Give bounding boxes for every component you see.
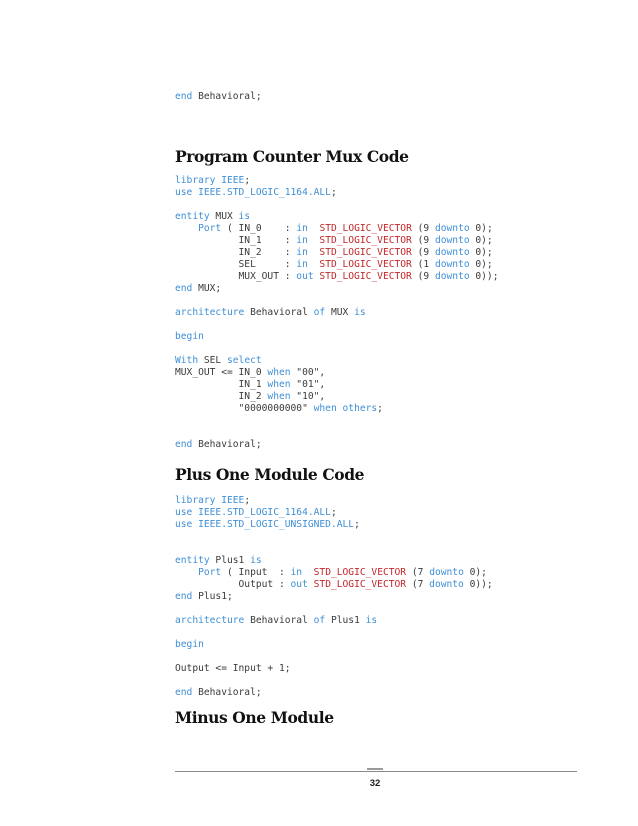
code-keyword: downto xyxy=(434,235,470,246)
code-text: ; xyxy=(330,187,337,198)
code-keyword: IEEE.STD_LOGIC_1164.ALL xyxy=(198,187,331,198)
code-text: SEL : xyxy=(175,259,297,270)
section-heading-program-counter-mux: Program Counter Mux Code xyxy=(175,147,409,166)
code-text: Behavioral; xyxy=(192,687,262,698)
code-keyword: downto xyxy=(434,271,470,282)
code-type: STD_LOGIC_VECTOR xyxy=(313,567,407,578)
code-keyword: end xyxy=(175,591,193,602)
code-text: (1 xyxy=(411,259,435,270)
code-line xyxy=(175,175,498,187)
code-keyword: is xyxy=(250,555,262,566)
code-type: STD_LOGIC_VECTOR xyxy=(319,235,412,246)
code-text: SEL xyxy=(198,355,227,366)
code-keyword: IEEE xyxy=(221,175,245,186)
code-line xyxy=(175,295,498,307)
code-text xyxy=(308,247,320,258)
code-line xyxy=(175,235,498,247)
code-line xyxy=(175,543,493,555)
code-line xyxy=(175,555,493,567)
code-keyword: in xyxy=(290,567,303,578)
code-text: ( IN_0 : xyxy=(221,223,297,234)
code-line xyxy=(175,687,493,699)
code-text: IN_2 : xyxy=(175,247,297,258)
code-keyword: IEEE xyxy=(221,495,245,506)
code-keyword: when xyxy=(313,403,337,414)
code-keyword: IEEE.STD_LOGIC_1164.ALL xyxy=(198,507,331,518)
code-keyword: end xyxy=(175,283,193,294)
code-line xyxy=(175,651,493,663)
code-line xyxy=(175,307,498,319)
code-line xyxy=(175,519,493,531)
page-number: 32 xyxy=(369,778,381,789)
code-keyword: use xyxy=(175,519,193,530)
code-line xyxy=(175,259,498,271)
code-keyword: begin xyxy=(175,639,204,650)
code-keyword: entity xyxy=(175,211,210,222)
code-keyword: in xyxy=(296,259,308,270)
code-keyword: is xyxy=(365,615,378,626)
code-text xyxy=(308,235,320,246)
code-line xyxy=(175,531,493,543)
code-text: "10", xyxy=(290,391,326,402)
code-line xyxy=(175,283,498,295)
code-text: ; xyxy=(244,175,251,186)
code-line xyxy=(175,415,498,427)
code-keyword: Port xyxy=(198,223,222,234)
code-keyword: out xyxy=(290,579,308,590)
code-line xyxy=(175,247,498,259)
code-keyword: is xyxy=(354,307,366,318)
code-line xyxy=(175,223,498,235)
code-text: "01", xyxy=(290,379,326,390)
code-line xyxy=(175,627,493,639)
code-type: STD_LOGIC_VECTOR xyxy=(313,579,407,590)
code-line xyxy=(175,439,498,451)
code-line xyxy=(175,379,498,391)
code-line xyxy=(175,367,498,379)
code-keyword: architecture xyxy=(175,615,245,626)
code-keyword: when xyxy=(267,367,291,378)
code-keyword: downto xyxy=(434,247,470,258)
code-text: (9 xyxy=(411,247,435,258)
code-line xyxy=(175,579,493,591)
code-keyword: With xyxy=(175,355,199,366)
code-keyword: select xyxy=(227,355,262,366)
code-keyword: architecture xyxy=(175,307,245,318)
code-line xyxy=(175,675,493,687)
code-keyword: of xyxy=(313,615,326,626)
section-heading-minus-one-module: Minus One Module xyxy=(175,708,334,727)
code-line xyxy=(175,495,493,507)
code-text: IN_2 xyxy=(175,391,268,402)
footer-tick-mark xyxy=(367,768,383,770)
code-text: MUX_OUT <= IN_0 xyxy=(175,367,268,378)
code-keyword: begin xyxy=(175,331,204,342)
code-line xyxy=(175,211,498,223)
code-text: Behavioral; xyxy=(192,439,262,450)
code-block xyxy=(175,91,262,103)
code-text xyxy=(308,223,320,234)
code-keyword: downto xyxy=(429,567,464,578)
code-keyword: IEEE.STD_LOGIC_UNSIGNED.ALL xyxy=(198,519,355,530)
code-line xyxy=(175,663,493,675)
code-line xyxy=(175,343,498,355)
code-text: ; xyxy=(377,403,383,414)
code-line xyxy=(175,391,498,403)
code-keyword: Port xyxy=(198,567,222,578)
code-keyword: out xyxy=(296,271,314,282)
code-text: MUX_OUT : xyxy=(175,271,297,282)
code-text: 0); xyxy=(469,259,493,270)
code-keyword: when xyxy=(267,391,291,402)
code-line xyxy=(175,507,493,519)
code-keyword: is xyxy=(238,211,251,222)
code-line xyxy=(175,639,493,651)
code-text: 0)); xyxy=(469,271,499,282)
code-line xyxy=(175,199,498,211)
code-line xyxy=(175,591,493,603)
code-text: ; xyxy=(354,519,360,530)
code-line xyxy=(175,427,498,439)
code-line xyxy=(175,331,498,343)
code-text: (9 xyxy=(411,235,435,246)
code-block xyxy=(175,495,493,699)
code-line xyxy=(175,319,498,331)
code-keyword: library xyxy=(175,495,216,506)
code-line xyxy=(175,615,493,627)
code-text: MUX; xyxy=(192,283,222,294)
code-text: (7 xyxy=(406,579,430,590)
code-block xyxy=(175,175,498,451)
code-text: MUX xyxy=(325,307,355,318)
code-text: IN_1 xyxy=(175,379,268,390)
code-text xyxy=(175,567,198,578)
code-text: (9 xyxy=(411,271,435,282)
code-text xyxy=(175,223,198,234)
code-text: (9 xyxy=(411,223,435,234)
code-text: (7 xyxy=(406,567,430,578)
code-keyword: library xyxy=(175,175,216,186)
footer-rule xyxy=(175,771,577,772)
code-type: STD_LOGIC_VECTOR xyxy=(319,247,412,258)
code-text: 0); xyxy=(469,235,493,246)
code-text xyxy=(308,259,320,270)
code-text: Plus1; xyxy=(192,591,233,602)
code-line xyxy=(175,567,493,579)
code-text: IN_1 : xyxy=(175,235,297,246)
code-keyword: use xyxy=(175,187,193,198)
code-text: Output <= Input + 1; xyxy=(175,663,291,674)
code-text: 0); xyxy=(463,567,487,578)
code-keyword: when xyxy=(267,379,291,390)
code-text: 0); xyxy=(469,247,493,258)
code-keyword: of xyxy=(313,307,326,318)
code-text: ( Input : xyxy=(221,567,291,578)
code-text: Behavioral xyxy=(244,307,314,318)
code-text: ; xyxy=(330,507,337,518)
code-type: STD_LOGIC_VECTOR xyxy=(319,223,412,234)
code-text: Plus1 xyxy=(209,555,251,566)
code-keyword: in xyxy=(296,235,308,246)
code-keyword: others xyxy=(342,403,378,414)
code-line xyxy=(175,187,498,199)
code-text: "00", xyxy=(290,367,326,378)
section-heading-plus-one-module: Plus One Module Code xyxy=(175,465,365,484)
code-text: 0)); xyxy=(463,579,493,590)
code-keyword: end xyxy=(175,91,193,102)
code-line xyxy=(175,355,498,367)
code-keyword: entity xyxy=(175,555,210,566)
code-line xyxy=(175,403,498,415)
code-line xyxy=(175,603,493,615)
code-line xyxy=(175,271,498,283)
code-keyword: downto xyxy=(434,223,470,234)
code-keyword: downto xyxy=(429,579,464,590)
code-text: 0); xyxy=(469,223,493,234)
code-text: Behavioral xyxy=(244,615,314,626)
code-keyword: downto xyxy=(434,259,470,270)
code-keyword: end xyxy=(175,439,193,450)
code-keyword: in xyxy=(296,247,308,258)
code-text: "0000000000" xyxy=(175,403,314,414)
code-type: STD_LOGIC_VECTOR xyxy=(319,271,412,282)
code-text: ; xyxy=(244,495,251,506)
code-line xyxy=(175,91,262,103)
code-text: Plus1 xyxy=(325,615,366,626)
code-keyword: end xyxy=(175,687,193,698)
code-text: MUX xyxy=(209,211,239,222)
code-text: Output : xyxy=(175,579,291,590)
code-text xyxy=(302,567,314,578)
code-text: Behavioral; xyxy=(192,91,262,102)
code-type: STD_LOGIC_VECTOR xyxy=(319,259,412,270)
code-keyword: use xyxy=(175,507,193,518)
code-keyword: in xyxy=(296,223,308,234)
